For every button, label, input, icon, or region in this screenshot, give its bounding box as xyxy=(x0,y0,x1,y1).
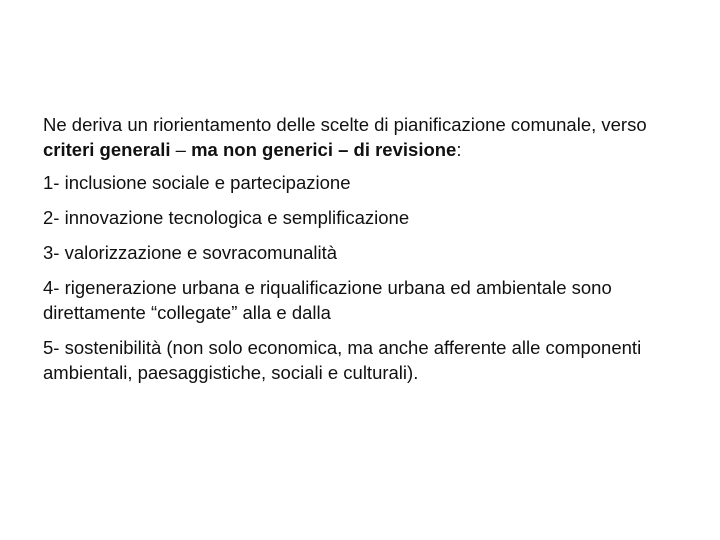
list-item-sostenibilita: 5- sostenibilità (non solo economica, ma anche afferente alle componenti ambientali, paesaggistiche, sociali e culturali). xyxy=(43,337,642,383)
intro-text-3: : xyxy=(456,139,462,160)
list-item-valorizzazione: 3- valorizzazione e sovracomunalità xyxy=(43,242,338,263)
intro-bold-criteri-generali: criteri generali xyxy=(43,139,171,160)
list-item-inclusione: 1- inclusione sociale e partecipazione xyxy=(43,172,351,193)
intro-paragraph xyxy=(43,112,683,162)
list-item-rigenerazione: 4- rigenerazione urbana e riqualificazione urbana ed ambientale sono direttamente “collegate” alla e dalla xyxy=(43,277,612,323)
list-item-innovazione: 2- innovazione tecnologica e semplificazione xyxy=(43,207,410,228)
slide-content xyxy=(43,112,683,385)
intro-bold-revisione: ma non generici – di revisione xyxy=(191,139,457,160)
intro-text-1: Ne deriva un riorientamento delle scelte di pianificazione comunale, verso xyxy=(43,114,647,135)
intro-text-2: – xyxy=(170,139,192,160)
